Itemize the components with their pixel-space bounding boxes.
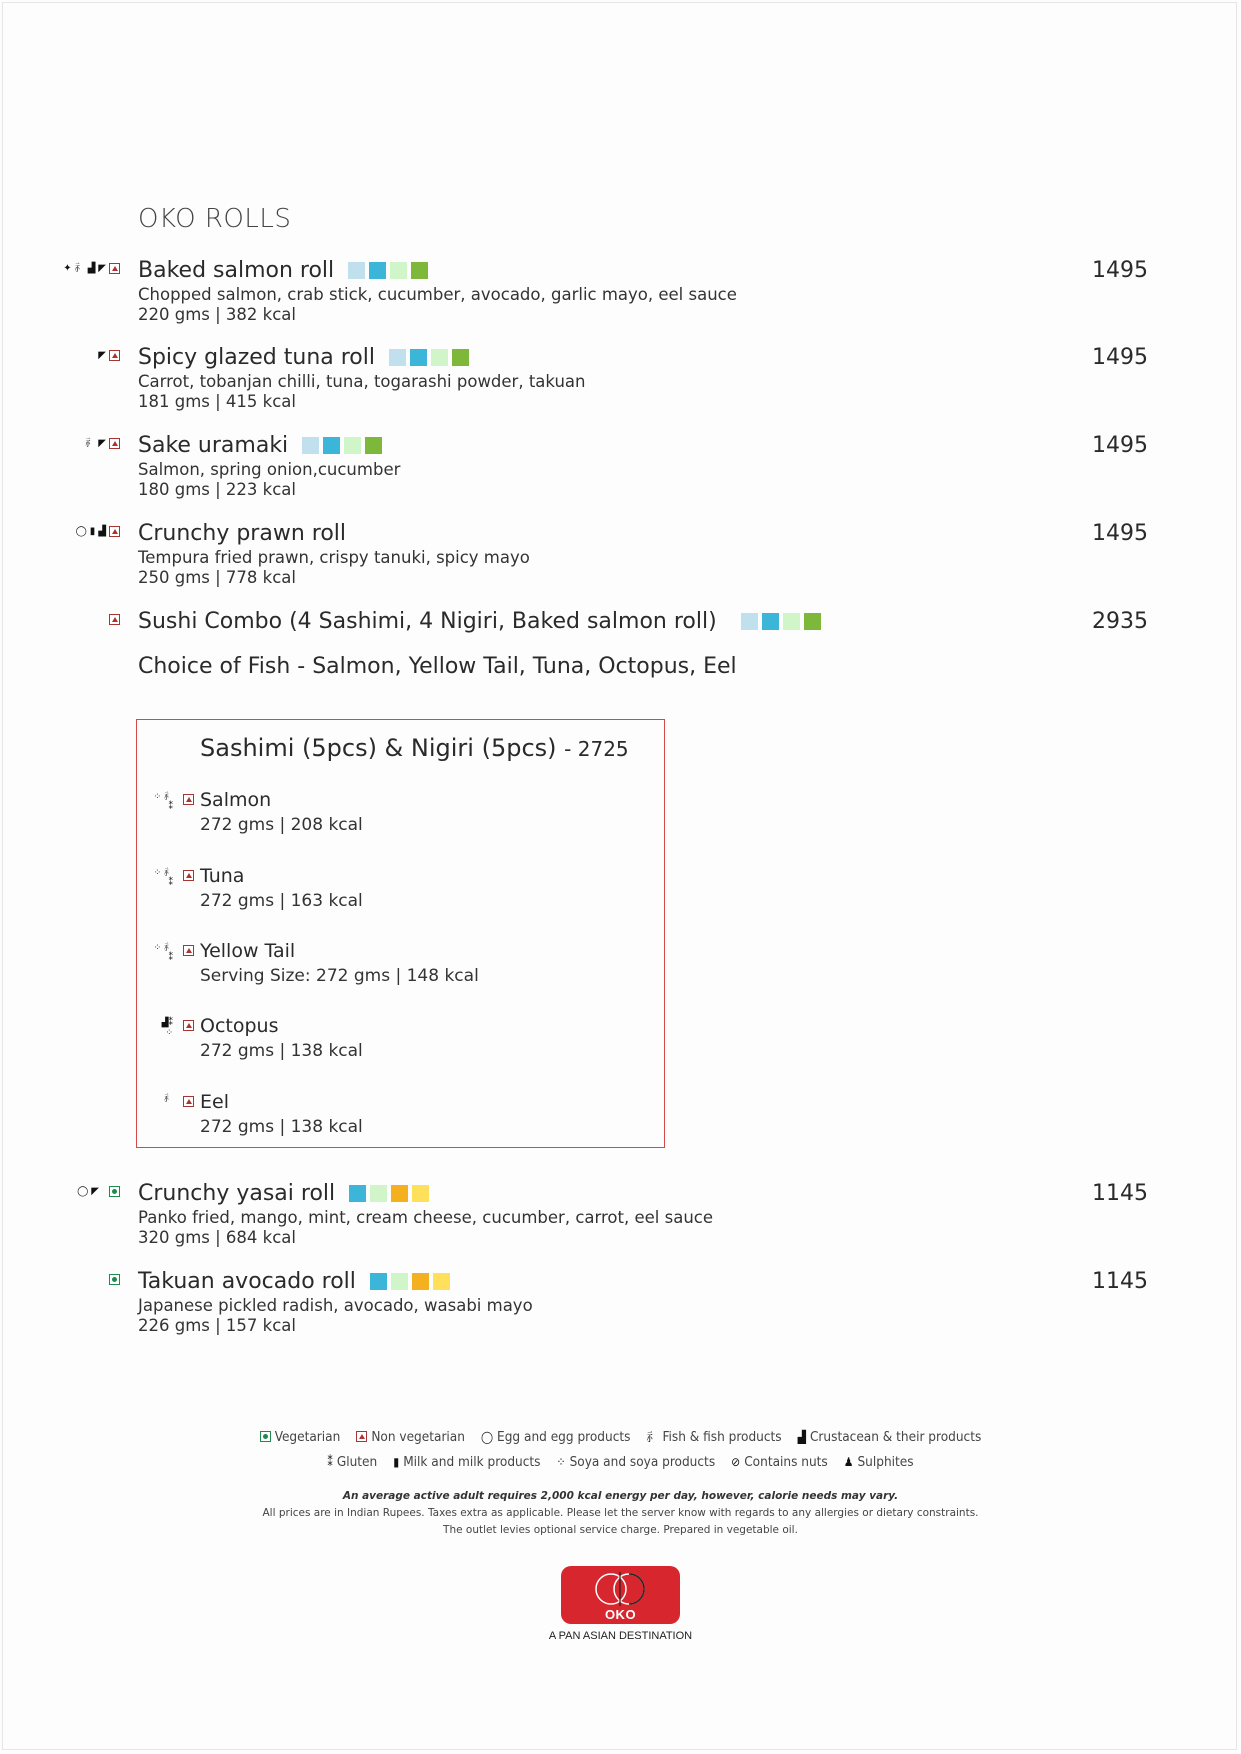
allergen-icons xyxy=(63,263,120,274)
nuts-icon: ⊘ xyxy=(731,1455,741,1469)
legend-gluten xyxy=(327,1454,377,1470)
non-veg-icon xyxy=(183,1096,194,1107)
item-name: Salmon xyxy=(200,789,272,811)
allergen-icons xyxy=(98,350,120,361)
color-swatches xyxy=(389,349,469,366)
color-swatches xyxy=(370,1273,450,1290)
item-meta: 250 gms | 778 kcal xyxy=(138,568,296,587)
item-price: 1495 xyxy=(1092,345,1148,370)
non-veg-icon xyxy=(109,438,120,449)
logo-rings-icon xyxy=(591,1570,651,1608)
oko-logo xyxy=(561,1566,680,1624)
box-title xyxy=(200,734,629,762)
non-veg-icon xyxy=(183,1020,194,1031)
swatch xyxy=(412,1185,429,1202)
soya-icon: ⁘ xyxy=(153,792,162,802)
legend-sulphites xyxy=(844,1454,914,1470)
swatch xyxy=(431,349,448,366)
gluten-icon: ⁑ xyxy=(327,1455,333,1469)
legend-label: Egg and egg products xyxy=(497,1428,631,1445)
logo-text: OKO xyxy=(604,1607,637,1622)
swatch xyxy=(783,613,800,630)
crustacean-icon: ▟ xyxy=(797,1429,806,1444)
milk-icon: ▮ xyxy=(89,525,96,537)
item-name: Takuan avocado roll xyxy=(138,1269,356,1294)
swatch xyxy=(348,262,365,279)
swatch xyxy=(412,1273,429,1290)
fish-icon: ⺬ xyxy=(163,943,173,953)
crustacean-icon: ▟ xyxy=(87,262,96,274)
swatch xyxy=(410,349,427,366)
item-name: Baked salmon roll xyxy=(138,258,335,283)
item-price: 1145 xyxy=(1092,1181,1148,1206)
allergen-icons xyxy=(76,526,120,537)
soya-icon: ✦ xyxy=(63,262,72,274)
energy-note: An average active adult requires 2,000 kcal energy per day, however, calorie needs may vary. xyxy=(342,1490,899,1502)
swatch xyxy=(452,349,469,366)
brand-tagline: A PAN ASIAN DESTINATION xyxy=(548,1630,693,1642)
allergen-icons xyxy=(145,943,173,963)
soya-icon: ⁘ xyxy=(165,1028,173,1038)
swatch xyxy=(762,613,779,630)
item-name: Eel xyxy=(200,1091,229,1113)
item-description: Chopped salmon, crab stick, cucumber, avocado, garlic mayo, eel sauce xyxy=(138,285,737,304)
non-veg-icon xyxy=(183,945,194,956)
service-note: The outlet levies optional service charge. Prepared in vegetable oil. xyxy=(443,1524,798,1536)
swatch xyxy=(433,1273,450,1290)
color-swatches xyxy=(741,613,821,630)
fish-icon: ⺬ xyxy=(85,437,96,449)
allergen-icons xyxy=(77,1186,120,1197)
legend-soya xyxy=(557,1454,716,1470)
swatch xyxy=(369,262,386,279)
item-price: 1145 xyxy=(1092,1269,1148,1294)
legend-label: Vegetarian xyxy=(274,1428,341,1445)
gluten-icon: ⁑ xyxy=(168,953,173,963)
egg-icon: ◯ xyxy=(480,1429,494,1444)
legend-nuts xyxy=(731,1454,828,1470)
legend xyxy=(0,1428,1241,1470)
veg-icon xyxy=(260,1431,271,1442)
sulphites-icon: ♟ xyxy=(843,1455,854,1469)
swatch xyxy=(741,613,758,630)
item-description: Japanese pickled radish, avocado, wasabi mayo xyxy=(138,1296,533,1315)
swatch xyxy=(391,1185,408,1202)
item-name: Crunchy prawn roll xyxy=(138,521,347,546)
soya-icon: ⁘ xyxy=(556,1455,566,1469)
gluten-icon: ⁑ xyxy=(168,878,173,888)
legend-label: Soya and soya products xyxy=(569,1454,716,1470)
item-description: Carrot, tobanjan chilli, tuna, togarashi powder, takuan xyxy=(138,372,586,391)
legend-milk xyxy=(393,1454,540,1470)
item-price: 1495 xyxy=(1092,258,1148,283)
swatch xyxy=(411,262,428,279)
item-description: Tempura fried prawn, crispy tanuki, spicy mayo xyxy=(138,548,530,567)
color-swatches xyxy=(348,262,428,279)
section-title: OKO ROLLS xyxy=(138,204,292,234)
swatch xyxy=(344,437,361,454)
box-price: - 2725 xyxy=(564,737,629,761)
item-meta: 272 gms | 163 kcal xyxy=(200,891,363,911)
legend-label: Sulphites xyxy=(857,1454,914,1470)
legend-label: Milk and milk products xyxy=(403,1454,541,1470)
legend-fish xyxy=(646,1428,781,1445)
item-price: 1495 xyxy=(1092,521,1148,546)
legend-egg xyxy=(481,1429,631,1445)
allergen-icons xyxy=(145,1018,173,1038)
item-name: Sake uramaki xyxy=(138,433,289,458)
legend-label: Crustacean & their products xyxy=(809,1428,982,1445)
footer-notes xyxy=(0,1490,1241,1541)
prices-note: All prices are in Indian Rupees. Taxes extra as applicable. Please let the server know with regards to any allergies or dietary constraints. xyxy=(262,1507,979,1519)
choice-of-fish: Choice of Fish - Salmon, Yellow Tail, Tuna, Octopus, Eel xyxy=(138,654,737,679)
item-name: Spicy glazed tuna roll xyxy=(138,345,375,370)
legend-label: Gluten xyxy=(336,1454,378,1470)
swatch xyxy=(370,1185,387,1202)
non-veg-icon xyxy=(109,526,120,537)
non-veg-icon xyxy=(183,870,194,881)
item-price: 1495 xyxy=(1092,433,1148,458)
color-swatches xyxy=(349,1185,429,1202)
swatch xyxy=(323,437,340,454)
item-meta: 181 gms | 415 kcal xyxy=(138,392,296,411)
item-meta: 226 gms | 157 kcal xyxy=(138,1316,296,1335)
allergen-icons xyxy=(85,438,120,449)
swatch xyxy=(349,1185,366,1202)
item-name: Yellow Tail xyxy=(200,940,296,962)
item-meta: 320 gms | 684 kcal xyxy=(138,1228,296,1247)
item-description: Panko fried, mango, mint, cream cheese, cucumber, carrot, eel sauce xyxy=(138,1208,713,1227)
fish-icon: ⺬ xyxy=(74,262,85,274)
legend-crustacean xyxy=(798,1429,982,1445)
item-price: 2935 xyxy=(1092,609,1148,634)
legend-non-vegetarian xyxy=(356,1429,465,1445)
legend-label: Fish & fish products xyxy=(662,1428,782,1445)
allergen-icons xyxy=(145,868,173,888)
milk-icon: ◤ xyxy=(91,1185,99,1197)
item-name: Octopus xyxy=(200,1015,279,1037)
allergen-icons xyxy=(109,1274,120,1285)
item-name: Sushi Combo (4 Sashimi, 4 Nigiri, Baked salmon roll) xyxy=(138,609,717,634)
item-meta: Serving Size: 272 gms | 148 kcal xyxy=(200,966,479,986)
non-veg-icon xyxy=(109,614,120,625)
sashimi-nigiri-box xyxy=(136,719,665,1148)
milk-icon: ▮ xyxy=(393,1455,400,1469)
item-meta: 220 gms | 382 kcal xyxy=(138,305,296,324)
non-veg-icon xyxy=(109,350,120,361)
swatch xyxy=(302,437,319,454)
fish-icon: ⺬ xyxy=(646,1430,659,1444)
color-swatches xyxy=(302,437,382,454)
milk-icon: ◤ xyxy=(98,437,106,449)
item-meta: 272 gms | 208 kcal xyxy=(200,815,363,835)
non-veg-icon xyxy=(109,263,120,274)
legend-vegetarian xyxy=(260,1429,341,1445)
milk-icon: ◤ xyxy=(98,349,106,361)
crustacean-icon: ▟ xyxy=(161,1018,169,1028)
crustacean-icon: ▟ xyxy=(98,525,106,537)
item-description: Salmon, spring onion,cucumber xyxy=(138,460,401,479)
item-meta: 272 gms | 138 kcal xyxy=(200,1117,363,1137)
gluten-icon: ⁑ xyxy=(168,802,173,812)
item-meta: 180 gms | 223 kcal xyxy=(138,480,296,499)
fish-icon: ⺬ xyxy=(163,1094,173,1104)
box-title-text: Sashimi (5pcs) & Nigiri (5pcs) xyxy=(200,734,557,762)
milk-icon: ◤ xyxy=(98,262,106,274)
allergen-icons xyxy=(109,614,120,625)
egg-icon: ◯ xyxy=(77,1185,89,1197)
non-veg-icon xyxy=(183,794,194,805)
soya-icon: ⁘ xyxy=(153,943,162,953)
swatch xyxy=(391,1273,408,1290)
swatch xyxy=(804,613,821,630)
egg-icon: ◯ xyxy=(75,525,87,537)
legend-label: Non vegetarian xyxy=(371,1428,465,1445)
veg-icon xyxy=(109,1186,120,1197)
allergen-icons xyxy=(145,1094,173,1104)
swatch xyxy=(390,262,407,279)
gluten-icon: ⁑ xyxy=(168,1018,173,1028)
fish-icon: ⺬ xyxy=(163,868,173,878)
non-veg-icon xyxy=(356,1431,367,1442)
item-name: Crunchy yasai roll xyxy=(138,1181,336,1206)
item-name: Tuna xyxy=(200,865,245,887)
swatch xyxy=(370,1273,387,1290)
legend-label: Contains nuts xyxy=(744,1454,828,1470)
item-meta: 272 gms | 138 kcal xyxy=(200,1041,363,1061)
allergen-icons xyxy=(145,792,173,812)
swatch xyxy=(365,437,382,454)
soya-icon: ⁘ xyxy=(153,868,162,878)
veg-icon xyxy=(109,1274,120,1285)
fish-icon: ⺬ xyxy=(163,792,173,802)
swatch xyxy=(389,349,406,366)
